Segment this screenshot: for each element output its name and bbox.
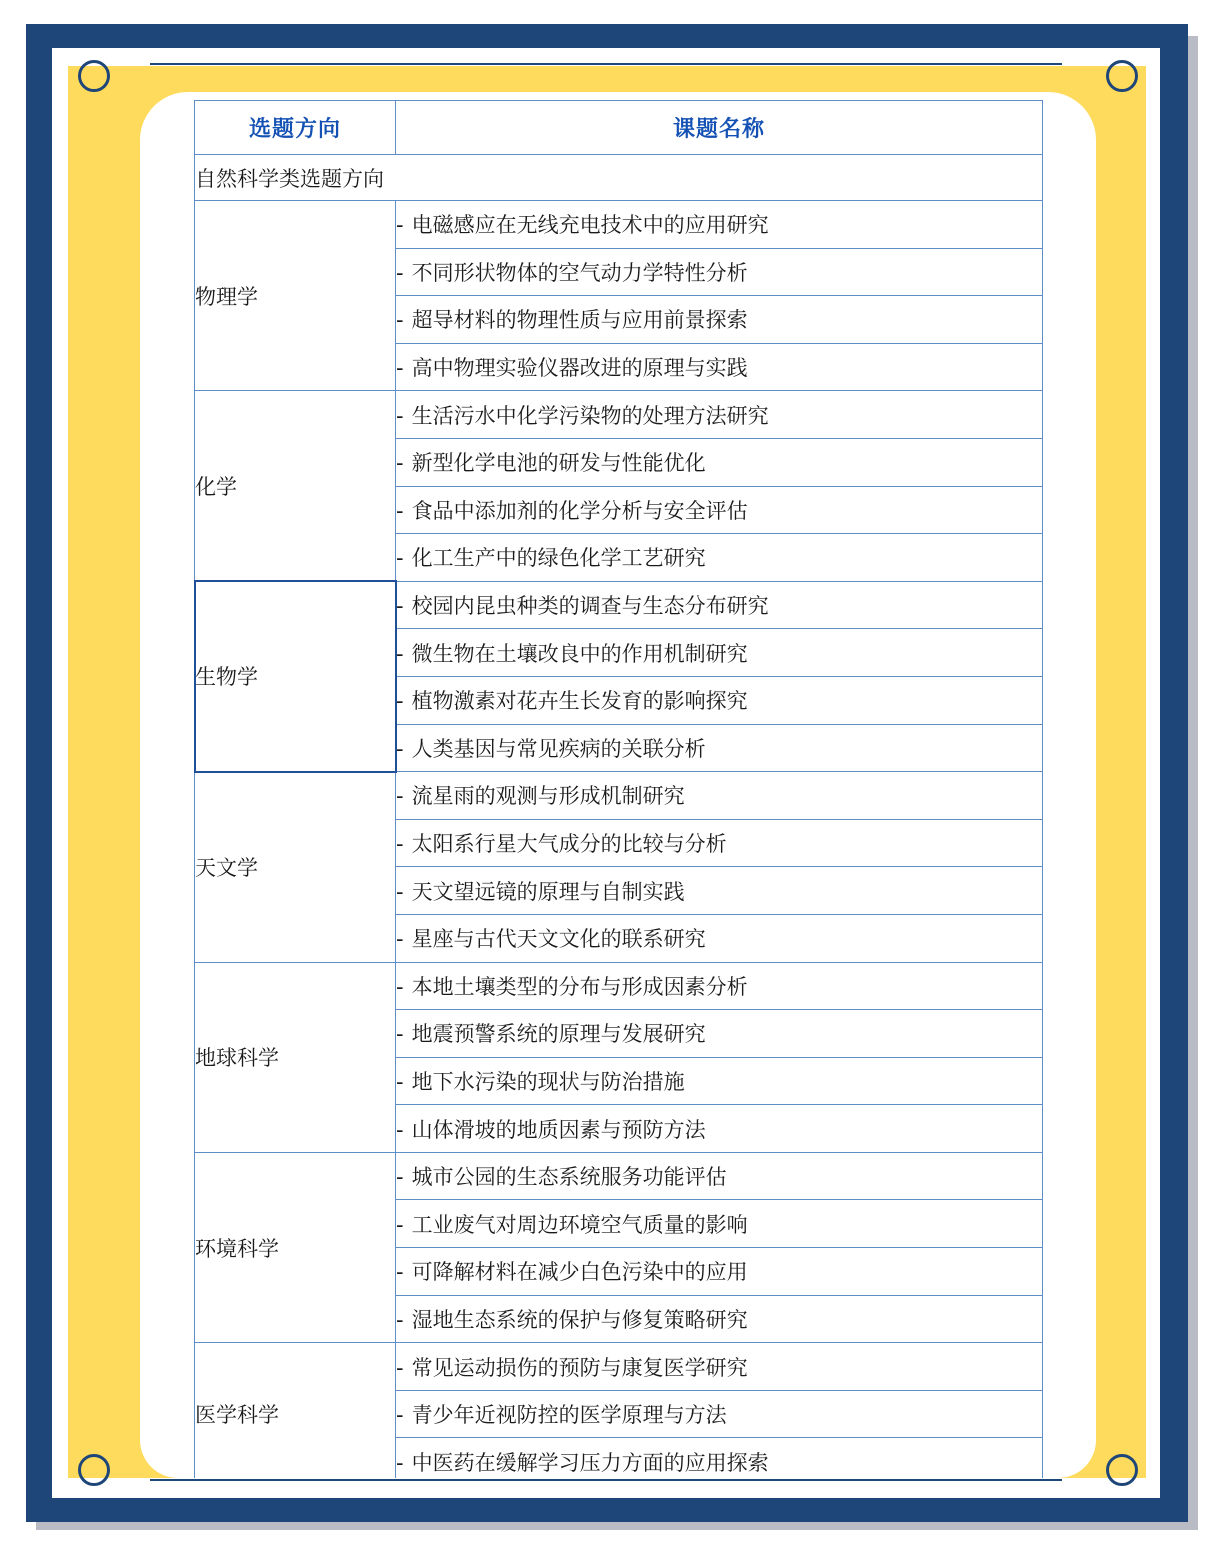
bullet-dash: - [396, 594, 404, 619]
table-row [195, 1152, 1043, 1200]
topic-title: 星座与古代天文文化的联系研究 [411, 927, 706, 952]
corner-ornament-icon [78, 1454, 110, 1486]
topic-cell[interactable] [396, 296, 1043, 344]
corner-ornament-icon [1106, 60, 1138, 92]
corner-ornament-icon [78, 60, 110, 92]
bullet-dash: - [396, 1069, 404, 1094]
bullet-dash: - [396, 1212, 404, 1237]
topic-cell[interactable] [396, 772, 1043, 820]
table-header-row [195, 101, 1043, 155]
bullet-dash: - [396, 641, 404, 666]
table-body [195, 155, 1043, 1479]
bullet-dash: - [396, 498, 404, 523]
topic-title: 本地土壤类型的分布与形成因素分析 [411, 974, 748, 999]
topic-cell[interactable] [396, 914, 1043, 962]
topic-cell[interactable] [396, 391, 1043, 439]
topic-cell[interactable] [396, 1343, 1043, 1391]
table-row [195, 1343, 1043, 1391]
topic-title: 山体滑坡的地质因素与预防方法 [411, 1117, 706, 1142]
topic-title: 电磁感应在无线充电技术中的应用研究 [411, 213, 769, 238]
topic-title: 植物激素对花卉生长发育的影响探究 [411, 689, 748, 714]
topic-title: 城市公园的生态系统服务功能评估 [411, 1165, 727, 1190]
topic-cell[interactable] [396, 1295, 1043, 1343]
category-cell[interactable]: 医学科学 [195, 1343, 396, 1478]
topic-cell[interactable] [396, 676, 1043, 724]
topic-cell[interactable] [396, 1200, 1043, 1248]
bullet-dash: - [396, 1355, 404, 1380]
bullet-dash: - [396, 1165, 404, 1190]
topic-title: 超导材料的物理性质与应用前景探索 [411, 308, 748, 333]
bullet-dash: - [396, 546, 404, 571]
topic-cell[interactable] [396, 343, 1043, 391]
corner-ornament-icon [1106, 1454, 1138, 1486]
topic-cell[interactable] [396, 1248, 1043, 1296]
topic-title: 流星雨的观测与形成机制研究 [411, 784, 685, 809]
topic-cell[interactable] [396, 724, 1043, 772]
topic-title: 微生物在土壤改良中的作用机制研究 [411, 641, 748, 666]
column-header-direction: 选题方向 [195, 101, 396, 155]
topic-title: 工业废气对周边环境空气质量的影响 [411, 1212, 748, 1237]
topic-title: 天文望远镜的原理与自制实践 [411, 879, 685, 904]
bullet-dash: - [396, 1307, 404, 1332]
top-ornament-line [150, 63, 1062, 65]
topic-cell[interactable] [396, 1010, 1043, 1058]
topic-title: 太阳系行星大气成分的比较与分析 [411, 832, 727, 857]
topic-cell[interactable] [396, 867, 1043, 915]
bullet-dash: - [396, 308, 404, 333]
topic-title: 食品中添加剂的化学分析与安全评估 [411, 498, 748, 523]
section-title: 自然科学类选题方向 [195, 155, 1043, 201]
bullet-dash: - [396, 927, 404, 952]
table-row [195, 581, 1043, 629]
bullet-dash: - [396, 451, 404, 476]
topic-title: 湿地生态系统的保护与修复策略研究 [411, 1307, 748, 1332]
category-cell[interactable]: 物理学 [195, 201, 396, 391]
section-row [195, 155, 1043, 201]
bullet-dash: - [396, 879, 404, 904]
content-card [140, 92, 1096, 1478]
topic-title: 高中物理实验仪器改进的原理与实践 [411, 356, 748, 381]
topic-cell[interactable] [396, 962, 1043, 1010]
bullet-dash: - [396, 356, 404, 381]
topic-cell[interactable] [396, 248, 1043, 296]
table-row [195, 201, 1043, 249]
bullet-dash: - [396, 260, 404, 285]
topic-cell[interactable] [396, 438, 1043, 486]
category-cell[interactable]: 生物学 [195, 581, 396, 771]
category-cell[interactable]: 化学 [195, 391, 396, 581]
bullet-dash: - [396, 1260, 404, 1285]
topic-cell[interactable] [396, 486, 1043, 534]
topic-cell[interactable] [396, 629, 1043, 677]
topic-title: 新型化学电池的研发与性能优化 [411, 451, 706, 476]
topic-title: 人类基因与常见疾病的关联分析 [411, 736, 706, 761]
topic-title: 可降解材料在减少白色污染中的应用 [411, 1260, 748, 1285]
topic-title: 中医药在缓解学习压力方面的应用探索 [411, 1450, 769, 1475]
topic-title: 不同形状物体的空气动力学特性分析 [411, 260, 748, 285]
bullet-dash: - [396, 736, 404, 761]
topic-title: 地震预警系统的原理与发展研究 [411, 1022, 706, 1047]
topic-title: 生活污水中化学污染物的处理方法研究 [411, 403, 769, 428]
bullet-dash: - [396, 213, 404, 238]
table-row [195, 772, 1043, 820]
category-cell[interactable]: 地球科学 [195, 962, 396, 1152]
bullet-dash: - [396, 1403, 404, 1428]
topic-cell[interactable] [396, 1057, 1043, 1105]
topic-cell[interactable] [396, 534, 1043, 582]
bullet-dash: - [396, 689, 404, 714]
topic-title: 青少年近视防控的医学原理与方法 [411, 1403, 727, 1428]
topic-cell[interactable] [396, 1390, 1043, 1438]
topic-cell[interactable] [396, 1152, 1043, 1200]
table-row [195, 391, 1043, 439]
bottom-ornament-line [150, 1479, 1062, 1481]
bullet-dash: - [396, 784, 404, 809]
topic-title: 校园内昆虫种类的调查与生态分布研究 [411, 594, 769, 619]
topics-table [194, 100, 1043, 1478]
bullet-dash: - [396, 1022, 404, 1047]
topic-cell[interactable] [396, 1438, 1043, 1478]
bullet-dash: - [396, 1117, 404, 1142]
topic-title: 化工生产中的绿色化学工艺研究 [411, 546, 706, 571]
category-cell[interactable]: 环境科学 [195, 1152, 396, 1342]
bullet-dash: - [396, 832, 404, 857]
topic-title: 地下水污染的现状与防治措施 [411, 1069, 685, 1094]
column-header-topic-name: 课题名称 [396, 101, 1043, 155]
bullet-dash: - [396, 974, 404, 999]
topic-cell[interactable] [396, 581, 1043, 629]
category-cell[interactable]: 天文学 [195, 772, 396, 962]
topic-cell[interactable] [396, 1105, 1043, 1153]
bullet-dash: - [396, 403, 404, 428]
bullet-dash: - [396, 1450, 404, 1475]
topic-cell[interactable] [396, 819, 1043, 867]
topic-cell[interactable] [396, 201, 1043, 249]
topic-title: 常见运动损伤的预防与康复医学研究 [411, 1355, 748, 1380]
table-row [195, 962, 1043, 1010]
